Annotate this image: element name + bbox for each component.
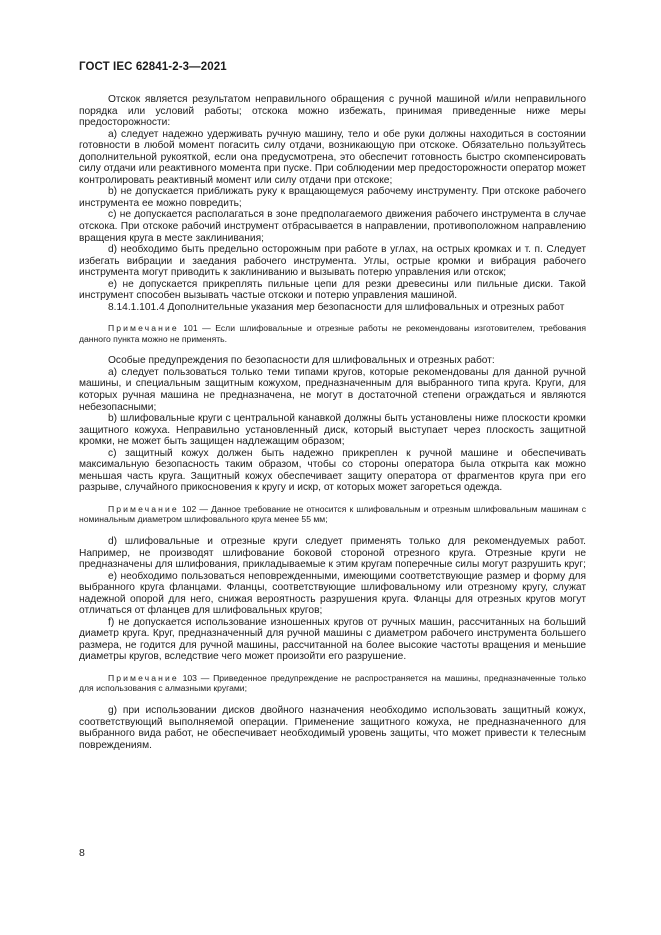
paragraph-item-d: d) необходимо быть предельно осторожным при работе в углах, на острых кромках и т. п. Следует избегать вибрации и заедания рабочего инструмента. Углы, острые кромки и вибрация рабочего инструмента могут приводить к заклиниванию и вызывать потерю управления или отскок; <box>79 244 586 279</box>
note-101 <box>79 323 586 344</box>
note-102 <box>79 504 586 525</box>
paragraph-grinding-item-g: g) при использовании дисков двойного назначения необходимо использовать защитный кожух, соответствующий выполняемой операции. Применение защитного кожуха, не предназначенного для выбранного вида работ, не обеспечивает необходимый уровень защиты, что может привести к телесным повреждениям. <box>79 704 586 751</box>
note-label: Примечание <box>108 672 179 683</box>
note-103 <box>79 673 586 694</box>
note-text: 103 — Приведенное предупреждение не распространяется на машины, предназначенные только для использования с алмазными кругами; <box>79 672 586 694</box>
paragraph-grinding-item-d: d) шлифовальные и отрезные круги следует применять только для рекомендуемых работ. Например, не производят шлифование боковой стороной отрезного круга. Отрезные круги не предназначены для шлифования, прикладываемые к этим кругам поперечные силы могут разрушить круг; <box>79 535 586 571</box>
paragraph-grinding-item-b: b) шлифовальные круги с центральной канавкой должны быть установлены ниже плоскости кромки защитного кожуха. Неправильно установленный диск, который выступает через плоскость защитной кромки, не может быть защищен надлежащим образом; <box>79 413 586 448</box>
page-number: 8 <box>79 847 85 859</box>
paragraph-item-e: e) не допускается прикреплять пильные цепи для резки древесины или пильные диски. Такой инструмент способен вызывать частые отскоки и потерю управления машиной. <box>79 278 586 302</box>
paragraph-grinding-item-c: c) защитный кожух должен быть надежно прикреплен к ручной машине и обеспечивать максимальную безопасность таким образом, чтобы со стороны оператора была открыта как можно меньшая часть круга. Защитный кожух обеспечивает защиту оператора от фрагментов круга при его разрыве, случайного прикосновения к кругу и искр, от которых может загореться одежда. <box>79 447 586 494</box>
note-text: 101 — Если шлифовальные и отрезные работы не рекомендованы изготовителем, требования данного пункта можно не применять. <box>79 323 587 344</box>
paragraph-grinding-item-f: f) не допускается использование изношенных кругов от ручных машин, рассчитанных на больший диаметр круга. Круг, предназначенный для ручной машины с диаметром рабочего инструмента большего размера, не годится для ручной машины, рассчитанной на более высокие частоты вращения и меньшие диаметры кругов, вследствие чего может произойти его разрушение. <box>79 616 586 663</box>
paragraph-grinding-warnings-intro: Особые предупреждения по безопасности для шлифовальных и отрезных работ: <box>108 355 495 367</box>
note-text: 102 — Данное требование не относится к шлифовальным и отрезным шлифовальным машинам с номинальным диаметром шлифовального круга менее 55 мм; <box>79 503 586 525</box>
paragraph-item-c: c) не допускается располагаться в зоне предполагаемого движения рабочего инструмента в случае отскока. При отскоке рабочий инструмент отбрасывается в направлении, противоположном направлению вращения круга в месте заклинивания; <box>79 209 586 244</box>
section-heading-8-14-1-101-4: 8.14.1.101.4 Дополнительные указания мер безопасности для шлифовальных и отрезных работ <box>108 301 565 313</box>
document-header: ГОСТ IEC 62841-2-3—2021 <box>79 61 227 73</box>
paragraph-item-a: a) следует надежно удерживать ручную машину, тело и обе руки должны находиться в состоянии готовности в любой момент погасить силу отдачи, возникающую при отскоке. Обязательно пользуйтесь дополнительной рукояткой, если она предусмотрена, это обеспечит готовность быстро скомпенсировать силу отдачи или реактивного момента при пуске. При соблюдении мер предосторожности оператор может контролировать реактивный момент или силу отдачи при отскоке; <box>79 128 586 186</box>
paragraph-item-b: b) не допускается приближать руку к вращающемуся рабочему инструменту. При отскоке рабочего инструмента ее можно повредить; <box>79 186 586 209</box>
document-body <box>79 94 586 751</box>
paragraph-kickback-intro: Отскок является результатом неправильного обращения с ручной машиной и/или неправильного порядка или условий работы; отскока можно избежать, принимая приведенные ниже меры предосторожности: <box>79 94 586 129</box>
note-label: Примечание <box>108 323 179 334</box>
paragraph-grinding-item-a: a) следует пользоваться только теми типами кругов, которые рекомендованы для данной ручной машины, и специальным защитным кожухом, предназначенным для выбранного типа круга. Круги, для которых ручная машина не предназначена, не могут в достаточной степени ограждаться и являются небезопасными; <box>79 366 586 413</box>
note-label: Примечание <box>108 503 179 514</box>
paragraph-grinding-item-e: e) необходимо пользоваться неповрежденными, имеющими соответствующие размер и форму для выбранного круга фланцами. Фланцы, соответствующие шлифовальному или отрезному кругу, служат надежной опорой для него, снижая вероятность разрушения круга. Фланцы для отрезных кругов могут отличаться от фланцев для шлифовальных кругов; <box>79 570 586 617</box>
